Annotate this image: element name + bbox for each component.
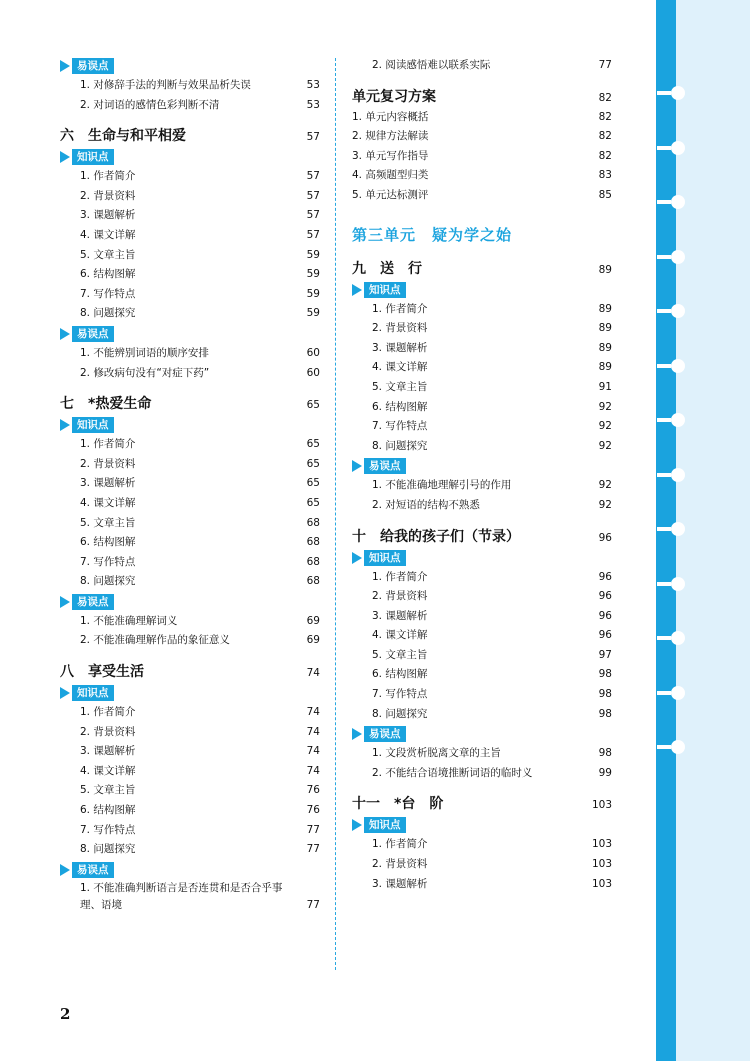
toc-entry-title: 2. 不能结合语境推断词语的临时义 (372, 766, 533, 779)
chapter-title: 十 给我的孩子们（节录） (352, 528, 520, 545)
toc-entry-title: 1. 不能辨别词语的顺序安排 (80, 346, 209, 359)
page-ref: 76 (306, 784, 320, 797)
toc-entry-title: 5. 文章主旨 (372, 380, 428, 393)
toc-entry (60, 167, 320, 187)
toc-entry (60, 742, 320, 762)
binder-hole (671, 195, 685, 209)
chapter-title: 七 *热爱生命 (60, 396, 152, 413)
section-badge-label: 易误点 (364, 726, 406, 742)
toc-entry-title: 5. 文章主旨 (80, 784, 136, 797)
binder-hole (671, 359, 685, 373)
triangle-play-icon (60, 60, 70, 72)
section-badge (352, 280, 612, 300)
page-ref: 92 (598, 479, 612, 492)
page-ref: 60 (306, 366, 320, 379)
toc-entry (60, 781, 320, 801)
page-ref: 68 (306, 555, 320, 568)
page-ref: 53 (306, 79, 320, 91)
toc-entry-title: 6. 结构图解 (80, 536, 136, 549)
toc-entry (60, 285, 320, 305)
toc-entry-title: 1. 作者简介 (372, 570, 428, 583)
toc-entry (60, 801, 320, 821)
page-ref: 98 (598, 747, 612, 760)
toc-entry-title: 4. 课文详解 (372, 629, 428, 642)
triangle-play-icon (60, 151, 70, 163)
toc-entry-title: 4. 课文详解 (372, 361, 428, 374)
section-badge-label: 易误点 (364, 458, 406, 474)
toc-entry (60, 265, 320, 285)
toc-entry-title: 3. 单元写作指导 (352, 149, 429, 162)
page-ref: 60 (306, 346, 320, 359)
toc-entry (60, 206, 320, 226)
page-ref: 96 (598, 590, 612, 603)
page-ref: 57 (306, 131, 320, 144)
section-badge (352, 724, 612, 744)
page-ref: 65 (306, 399, 320, 412)
column-divider (335, 58, 336, 970)
toc-entry (60, 762, 320, 782)
section-badge (60, 324, 320, 344)
page-ref: 96 (598, 629, 612, 642)
toc-entry-title: 2. 不能准确理解作品的象征意义 (80, 634, 230, 647)
toc-entry (60, 514, 320, 534)
toc-entry (60, 455, 320, 475)
triangle-play-icon (60, 419, 70, 431)
toc-entry-title: 7. 写作特点 (372, 420, 428, 433)
unit-heading: 第三单元 疑为学之始 (352, 225, 513, 244)
chapter-heading (352, 258, 612, 280)
page-ref: 69 (306, 634, 320, 647)
toc-entry-title: 5. 文章主旨 (80, 248, 136, 261)
triangle-play-icon (352, 284, 362, 296)
toc-entry (352, 764, 612, 784)
chapter-title: 十一 *台 阶 (352, 796, 444, 813)
toc-entry (60, 474, 320, 494)
toc-entry-title: 7. 写作特点 (80, 555, 136, 568)
chapter-heading (60, 125, 320, 147)
page-ref: 57 (306, 189, 320, 202)
toc-entry (60, 304, 320, 324)
page-ref: 96 (598, 609, 612, 622)
toc-entry-title: 1. 作者简介 (80, 170, 136, 183)
page-ref: 77 (306, 843, 320, 856)
page-ref: 103 (591, 838, 612, 851)
toc-entry-title: 2. 背景资料 (80, 457, 136, 470)
triangle-play-icon (60, 328, 70, 340)
toc-entry-title: 2. 修改病句没有“对症下药” (80, 366, 210, 379)
toc-entry-title: 1. 不能准确判断语言是否连贯和是否合乎事理、语境 (80, 881, 283, 911)
page-ref: 74 (306, 745, 320, 758)
page-ref: 103 (591, 858, 612, 871)
binder-hole (671, 522, 685, 536)
section-badge (60, 415, 320, 435)
page-ref: 59 (306, 248, 320, 261)
section-badge-label: 知识点 (72, 149, 114, 165)
toc-entry (60, 703, 320, 723)
triangle-play-icon (60, 596, 70, 608)
page-ref: 74 (306, 706, 320, 719)
toc-entry-title: 8. 问题探究 (372, 439, 428, 452)
page-ref: 92 (598, 498, 612, 511)
toc-entry-title: 4. 课文详解 (80, 228, 136, 241)
toc-entry-title: 3. 课题解析 (372, 341, 428, 354)
toc-entry (352, 568, 612, 588)
section-badge-label: 知识点 (72, 417, 114, 433)
page-ref: 99 (598, 766, 612, 779)
toc-entry (60, 246, 320, 266)
toc-entry-title: 2. 对短语的结构不熟悉 (372, 498, 480, 511)
toc-entry (60, 364, 320, 384)
toc-entry (352, 665, 612, 685)
toc-entry (352, 685, 612, 705)
chapter-title: 六 生命与和平相爱 (60, 128, 186, 145)
section-badge (60, 147, 320, 167)
toc-entry-title: 3. 课题解析 (372, 609, 428, 622)
page-ref: 53 (306, 98, 320, 111)
toc-entry (60, 533, 320, 553)
page-ref: 77 (306, 823, 320, 836)
toc-entry (60, 226, 320, 246)
page-ref: 91 (598, 380, 612, 393)
toc-entry (352, 437, 612, 457)
page-ref: 76 (306, 804, 320, 817)
page-ref: 57 (306, 228, 320, 241)
toc-entry-title: 2. 阅读感悟难以联系实际 (372, 59, 491, 71)
toc-entry (352, 744, 612, 764)
toc-entry (352, 339, 612, 359)
toc-entry-title: 2. 背景资料 (372, 590, 428, 603)
toc-entry (60, 96, 320, 116)
section-badge (60, 860, 320, 880)
toc-right-column (352, 56, 612, 894)
chapter-title: 单元复习方案 (352, 88, 436, 105)
page-ref: 57 (306, 209, 320, 222)
page-ref: 59 (306, 268, 320, 281)
toc-entry-title: 3. 课题解析 (80, 477, 136, 490)
toc-entry (60, 187, 320, 207)
decorative-binder-strip (656, 0, 750, 1061)
page-ref: 89 (598, 322, 612, 335)
toc-entry (352, 166, 612, 186)
page-ref: 77 (598, 59, 612, 71)
triangle-play-icon (352, 728, 362, 740)
page-ref: 92 (598, 439, 612, 452)
page-ref: 89 (598, 263, 612, 276)
section-badge (60, 592, 320, 612)
toc-entry (352, 476, 612, 496)
toc-entry-title: 2. 背景资料 (80, 725, 136, 738)
toc-entry-title: 6. 结构图解 (80, 804, 136, 817)
toc-entry-title: 1. 作者简介 (372, 302, 428, 315)
toc-entry (352, 875, 612, 895)
section-badge-label: 知识点 (364, 550, 406, 566)
page-ref: 57 (306, 170, 320, 183)
toc-entry (352, 646, 612, 666)
triangle-play-icon (352, 819, 362, 831)
page-ref: 89 (598, 302, 612, 315)
page-ref: 97 (598, 648, 612, 661)
toc-entry (352, 835, 612, 855)
page-ref: 69 (306, 614, 320, 627)
page-ref: 74 (306, 764, 320, 777)
binder-hole (671, 468, 685, 482)
toc-entry-title: 3. 课题解析 (372, 877, 428, 890)
section-badge-label: 易误点 (72, 326, 114, 342)
toc-entry-title: 5. 单元达标测评 (352, 188, 429, 201)
toc-entry (352, 127, 612, 147)
page-ref: 98 (598, 668, 612, 681)
page-ref: 85 (598, 188, 612, 201)
toc-entry-title: 1. 作者简介 (372, 838, 428, 851)
section-badge (352, 548, 612, 568)
toc-entry (352, 417, 612, 437)
toc-entry (60, 821, 320, 841)
toc-entry (60, 631, 320, 651)
toc-entry-title: 4. 课文详解 (80, 764, 136, 777)
toc-entry (60, 435, 320, 455)
section-badge (352, 456, 612, 476)
toc-entry (352, 358, 612, 378)
page-ref: 89 (598, 361, 612, 374)
toc-entry (352, 56, 612, 76)
toc-entry-title: 3. 课题解析 (80, 745, 136, 758)
page-ref: 82 (598, 130, 612, 143)
toc-entry-title: 6. 结构图解 (80, 268, 136, 281)
toc-entry (352, 108, 612, 128)
page-ref: 92 (598, 420, 612, 433)
section-badge-label: 知识点 (72, 685, 114, 701)
section-badge-label: 易误点 (72, 862, 114, 878)
toc-entry (352, 587, 612, 607)
toc-entry (352, 855, 612, 875)
binder-hole (671, 86, 685, 100)
binder-hole (671, 740, 685, 754)
page-ref: 74 (306, 667, 320, 680)
page-ref: 74 (306, 725, 320, 738)
page-ref: 65 (306, 438, 320, 451)
page-ref: 103 (591, 877, 612, 890)
chapter-heading (352, 793, 612, 815)
triangle-play-icon (352, 460, 362, 472)
toc-entry-title: 8. 问题探究 (80, 307, 136, 320)
toc-entry-title: 5. 文章主旨 (372, 648, 428, 661)
toc-left-column (60, 56, 320, 914)
chapter-heading (60, 661, 320, 683)
section-badge-label: 易误点 (72, 58, 114, 74)
chapter-heading (352, 86, 612, 108)
toc-entry (352, 705, 612, 725)
toc-entry-title: 2. 背景资料 (80, 189, 136, 202)
section-badge-label: 易误点 (72, 594, 114, 610)
page-ref: 68 (306, 575, 320, 588)
toc-entry (60, 344, 320, 364)
toc-entry-title: 7. 写作特点 (372, 688, 428, 701)
page-ref: 65 (306, 496, 320, 509)
page-ref: 92 (598, 400, 612, 413)
binder-hole (671, 413, 685, 427)
section-badge (60, 683, 320, 703)
toc-entry (60, 553, 320, 573)
chapter-heading (60, 393, 320, 415)
toc-entry-title: 1. 对修辞手法的判断与效果品析失误 (80, 79, 251, 91)
toc-entry-title: 1. 文段赏析脱离文章的主旨 (372, 747, 501, 760)
binder-hole (671, 304, 685, 318)
toc-entry (60, 572, 320, 592)
triangle-play-icon (60, 687, 70, 699)
toc-entry-title: 8. 问题探究 (372, 707, 428, 720)
page-ref: 82 (598, 91, 612, 104)
triangle-play-icon (60, 864, 70, 876)
section-badge (352, 815, 612, 835)
toc-entry-title: 1. 不能准确理解词义 (80, 614, 178, 627)
page-ref: 89 (598, 341, 612, 354)
toc-entry-title: 5. 文章主旨 (80, 516, 136, 529)
toc-entry (60, 880, 320, 914)
toc-entry-title: 2. 背景资料 (372, 322, 428, 335)
toc-entry-title: 2. 背景资料 (372, 858, 428, 871)
toc-entry-title: 2. 规律方法解读 (352, 130, 429, 143)
toc-entry (60, 723, 320, 743)
toc-entry (352, 186, 612, 206)
toc-entry-title: 7. 写作特点 (80, 823, 136, 836)
toc-entry (352, 378, 612, 398)
toc-entry-title: 8. 问题探究 (80, 575, 136, 588)
toc-entry-title: 1. 单元内容概括 (352, 110, 429, 123)
toc-entry (60, 840, 320, 860)
page-ref: 83 (598, 169, 612, 182)
toc-entry (352, 319, 612, 339)
toc-entry (60, 494, 320, 514)
chapter-heading (352, 526, 612, 548)
page-ref: 65 (306, 477, 320, 490)
toc-entry-title: 3. 课题解析 (80, 209, 136, 222)
triangle-play-icon (352, 552, 362, 564)
toc-entry (352, 496, 612, 516)
chapter-title: 八 享受生活 (60, 664, 144, 681)
binder-hole (671, 686, 685, 700)
toc-entry (352, 147, 612, 167)
section-badge-label: 知识点 (364, 817, 406, 833)
page-ref: 65 (306, 457, 320, 470)
toc-entry-title: 1. 作者简介 (80, 438, 136, 451)
page-ref: 68 (306, 536, 320, 549)
toc-entry-title: 6. 结构图解 (372, 668, 428, 681)
toc-entry (60, 76, 320, 96)
page-ref: 59 (306, 307, 320, 320)
chapter-title: 九 送 行 (352, 260, 422, 277)
binder-hole (671, 250, 685, 264)
binder-hole (671, 141, 685, 155)
page-ref: 96 (598, 570, 612, 583)
toc-entry-title: 6. 结构图解 (372, 400, 428, 413)
page-ref: 103 (591, 799, 612, 812)
toc-entry (352, 607, 612, 627)
page-ref: 77 (306, 898, 320, 911)
section-badge (60, 56, 320, 76)
toc-entry (352, 626, 612, 646)
toc-entry-title: 1. 不能准确地理解引号的作用 (372, 479, 512, 492)
page-ref: 82 (598, 149, 612, 162)
page-ref: 59 (306, 287, 320, 300)
toc-entry-title: 8. 问题探究 (80, 843, 136, 856)
toc-entry-title: 4. 课文详解 (80, 496, 136, 509)
page-ref: 68 (306, 516, 320, 529)
page-ref: 98 (598, 688, 612, 701)
binder-hole (671, 631, 685, 645)
toc-entry (352, 398, 612, 418)
toc-entry-title: 2. 对词语的感情色彩判断不清 (80, 98, 220, 111)
toc-entry-title: 4. 高频题型归类 (352, 169, 429, 182)
page-ref: 96 (598, 531, 612, 544)
toc-entry (60, 612, 320, 632)
page-number: 2 (60, 1005, 71, 1023)
section-badge-label: 知识点 (364, 282, 406, 298)
page-ref: 82 (598, 110, 612, 123)
binder-hole (671, 577, 685, 591)
page-ref: 98 (598, 707, 612, 720)
toc-entry (352, 300, 612, 320)
toc-entry-title: 7. 写作特点 (80, 287, 136, 300)
toc-entry-title: 1. 作者简介 (80, 706, 136, 719)
